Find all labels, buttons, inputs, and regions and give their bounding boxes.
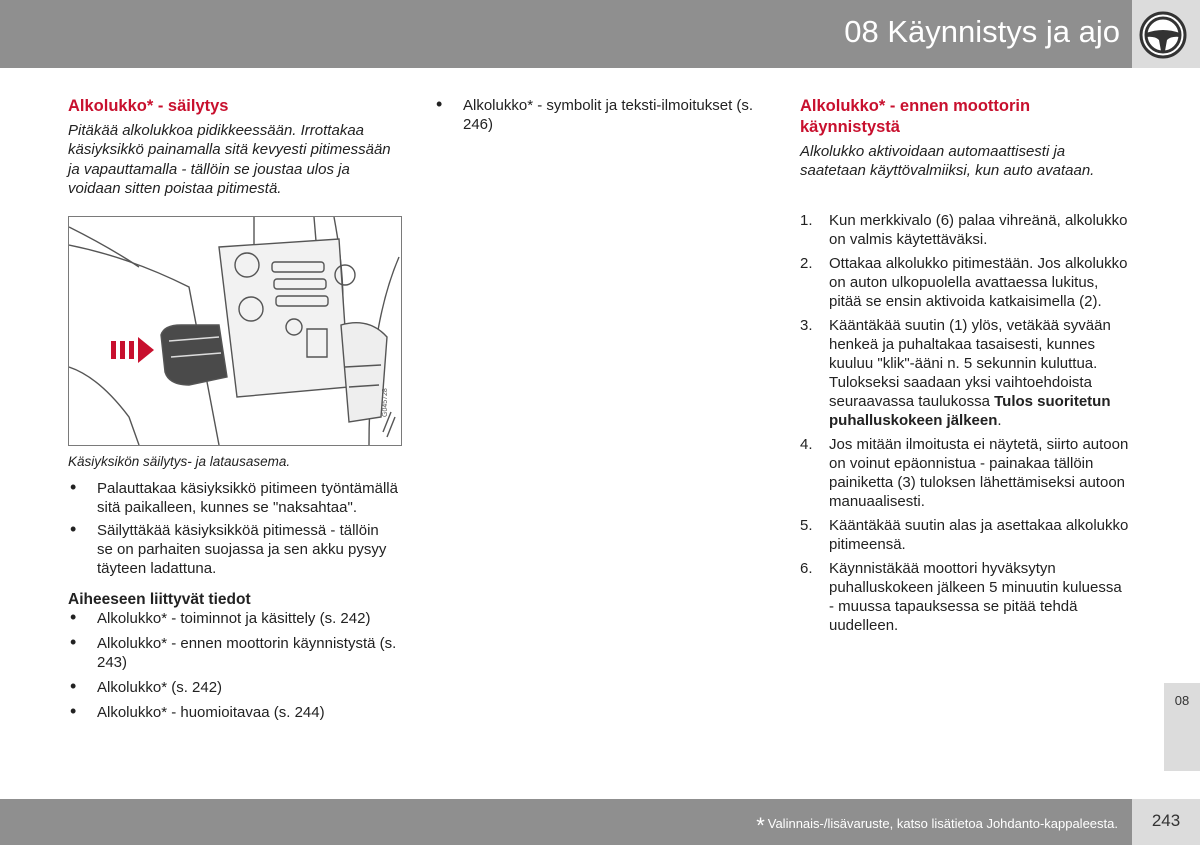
section-heading: Alkolukko* - ennen moottorin käynnistystä	[800, 97, 1031, 136]
footnote-star: *	[756, 813, 765, 838]
related-heading: Aiheeseen liittyvät tiedot	[68, 590, 251, 608]
step-item: 3. Kääntäkää suutin (1) ylös, vetäkää syvään henkeä ja puhaltakaa tasaisesti, kunnes kuuluu "klik"-ääni n. 5 sekunnin kuluttua. Tulokseksi saadaan yksi vaihtoehdoista seuraavassa taulukossa Tulos suoritetun puhalluskokeen jälkeen.	[800, 316, 1111, 429]
related-list-continued	[434, 96, 764, 134]
table-reference: Tulos suoritetun puhalluskokeen jälkeen	[829, 392, 1111, 429]
step-item: 6. Käynnistäkää moottori hyväksytyn puhalluskokeen jälkeen 5 minuutin kuluessa - muussa tapauksessa se pitää tehdä uudelleen.	[800, 559, 1122, 634]
chapter-side-tab: 08	[1164, 683, 1200, 771]
related-link[interactable]: • Alkolukko* (s. 242)	[68, 678, 398, 697]
page-number: 243	[1151, 811, 1181, 830]
list-item: • Palauttakaa käsiyksikkö pitimeen työntämällä sitä paikalleen, kunnes se "naksahtaa".	[68, 479, 398, 517]
instruction-list	[68, 479, 398, 578]
column-right	[800, 96, 1130, 640]
column-left	[68, 96, 398, 728]
step-item: 2. Ottakaa alkolukko pitimestään. Jos alkolukko on auton ulkopuolella avattaessa lukitus, pitää se ensin aktivoida katkaisimella (2).	[800, 254, 1128, 310]
related-link[interactable]: • Alkolukko* - toiminnot ja käsittely (s. 242)	[68, 609, 398, 628]
figure-holder-illustration	[68, 216, 402, 446]
column-middle	[434, 96, 764, 138]
step-item: 4. Jos mitään ilmoitusta ei näytetä, siirto autoon on voinut epäonnistua - painakaa tällöin painiketta (3) tuloksen lähettämiseksi autoon manuaalisesti.	[800, 435, 1129, 510]
steering-wheel-icon	[1137, 9, 1189, 61]
section-intro: Alkolukko aktivoidaan automaattisesti ja saatetaan käyttövalmiiksi, kun auto avataan.	[800, 143, 1095, 180]
related-link[interactable]: • Alkolukko* - huomioitavaa (s. 244)	[68, 703, 398, 722]
section-intro: Pitäkää alkolukkoa pidikkeessään. Irrottakaa käsiyksikkö painamalla sitä kevyesti pitimessään ja vapauttamalla - tällöin se joustaa ulos ja voidaan sitten poistaa pitimestä.	[68, 122, 391, 198]
figure-caption: Käsiyksikön säilytys- ja latausasema.	[68, 453, 291, 469]
step-item: 5. Kääntäkää suutin alas ja asettakaa alkolukko pitimeensä.	[800, 516, 1129, 553]
related-link[interactable]: • Alkolukko* - ennen moottorin käynnistystä (s. 243)	[68, 634, 398, 672]
related-link[interactable]: • Alkolukko* - symbolit ja teksti-ilmoitukset (s. 246)	[434, 96, 764, 134]
footnote-text: Valinnais-/lisävaruste, katso lisätietoa Johdanto-kappaleesta.	[767, 816, 1118, 831]
steps-list	[800, 211, 1130, 635]
figure-code: G045728	[382, 387, 389, 417]
section-heading: Alkolukko* - säilytys	[68, 97, 229, 115]
holder-illustration	[69, 217, 401, 445]
list-item: • Säilyttäkää käsiyksikköä pitimessä - tällöin se on parhaiten suojassa ja sen akku pysyy täyteen ladattuna.	[68, 521, 398, 578]
footnote	[756, 813, 1118, 839]
related-list	[68, 609, 398, 722]
step-item: 1. Kun merkkivalo (6) palaa vihreänä, alkolukko on valmis käytettäväksi.	[800, 211, 1128, 248]
chapter-title: 08 Käynnistys ja ajo	[844, 14, 1120, 49]
